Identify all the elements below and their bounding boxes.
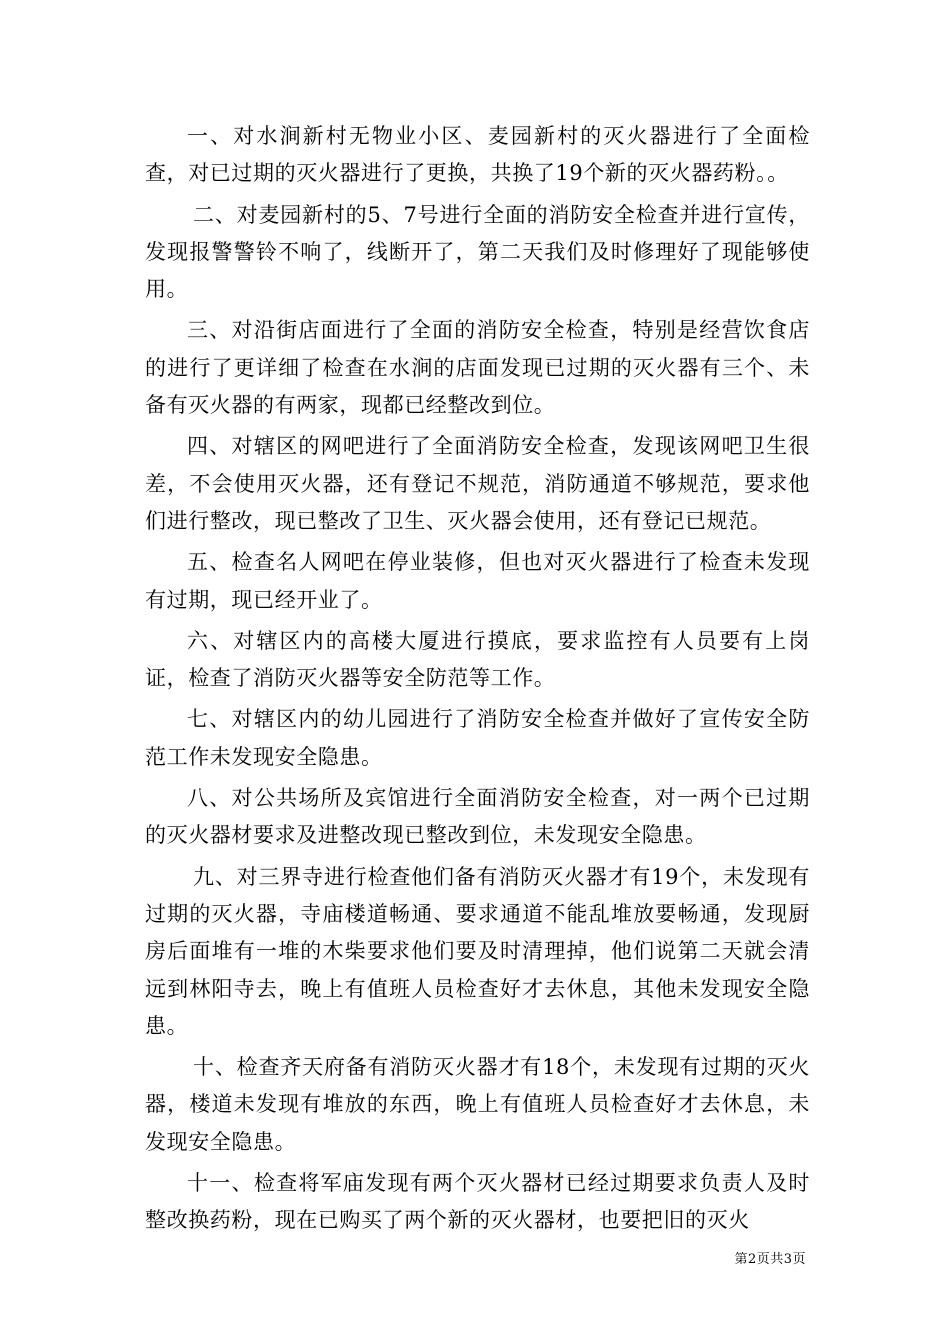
paragraph-4: 四、对辖区的网吧进行了全面消防安全检查，发现该网吧卫生很差，不会使用灭火器，还有登记不规范，消防通道不够规范，要求他们进行整改，现已整改了卫生、灭火器会使用，还有登记已规范。 (145, 434, 810, 533)
paragraph-7: 七、对辖区内的幼儿园进行了消防安全检查并做好了宣传安全防范工作未发现安全隐患。 (145, 707, 810, 769)
paragraph-6: 六、对辖区内的高楼大厦进行摸底，要求监控有人员要有上岗证，检查了消防灭火器等安全防范等工作。 (145, 628, 810, 691)
paragraph-10: 十、检查齐天府备有消防灭火器才有18个，未发现有过期的灭火器，楼道未发现有堆放的东西，晚上有值班人员检查好才去休息，未发现安全隐患。 (145, 1055, 810, 1154)
paragraph-2: 二、对麦园新村的5、7号进行全面的消防安全检查并进行宣传，发现报警警铃不响了，线断开了，第二天我们及时修理好了现能够使用。 (145, 202, 810, 302)
paragraph-1: 一、对水涧新村无物业小区、麦园新村的灭火器进行了全面检查，对已过期的灭火器进行了更换，共换了19个新的灭火器药粉。。 (145, 124, 810, 186)
paragraph-5: 五、检查名人网吧在停业装修，但也对灭火器进行了检查未发现有过期，现已经开业了。 (145, 550, 810, 612)
paragraph-11: 十一、检查将军庙发现有两个灭火器材已经过期要求负责人及时整改换药粉，现在已购买了两个新的灭火器材，也要把旧的灭火 (145, 1171, 810, 1233)
page-number-footer: 第2页共3页 (734, 1252, 806, 1267)
paragraph-8: 八、对公共场所及宾馆进行全面消防安全检查，对一两个已过期的灭火器材要求及进整改现已整改到位，未发现安全隐患。 (145, 786, 810, 848)
paragraph-3: 三、对沿街店面进行了全面的消防安全检查，特别是经营饮食店的进行了更详细了检查在水涧的店面发现已过期的灭火器有三个、未备有灭火器的有两家，现都已经整改到位。 (145, 318, 810, 418)
document-body (145, 118, 810, 1244)
paragraph-9: 九、对三界寺进行检查他们备有消防灭火器才有19个，未发现有过期的灭火器，寺庙楼道畅通、要求通道不能乱堆放要畅通，发现厨房后面堆有一堆的木柴要求他们要及时清理掉，他们说第二天就会清远到林阳寺去，晚上有值班人员检查好才去休息，其他未发现安全隐患。 (145, 864, 810, 1038)
